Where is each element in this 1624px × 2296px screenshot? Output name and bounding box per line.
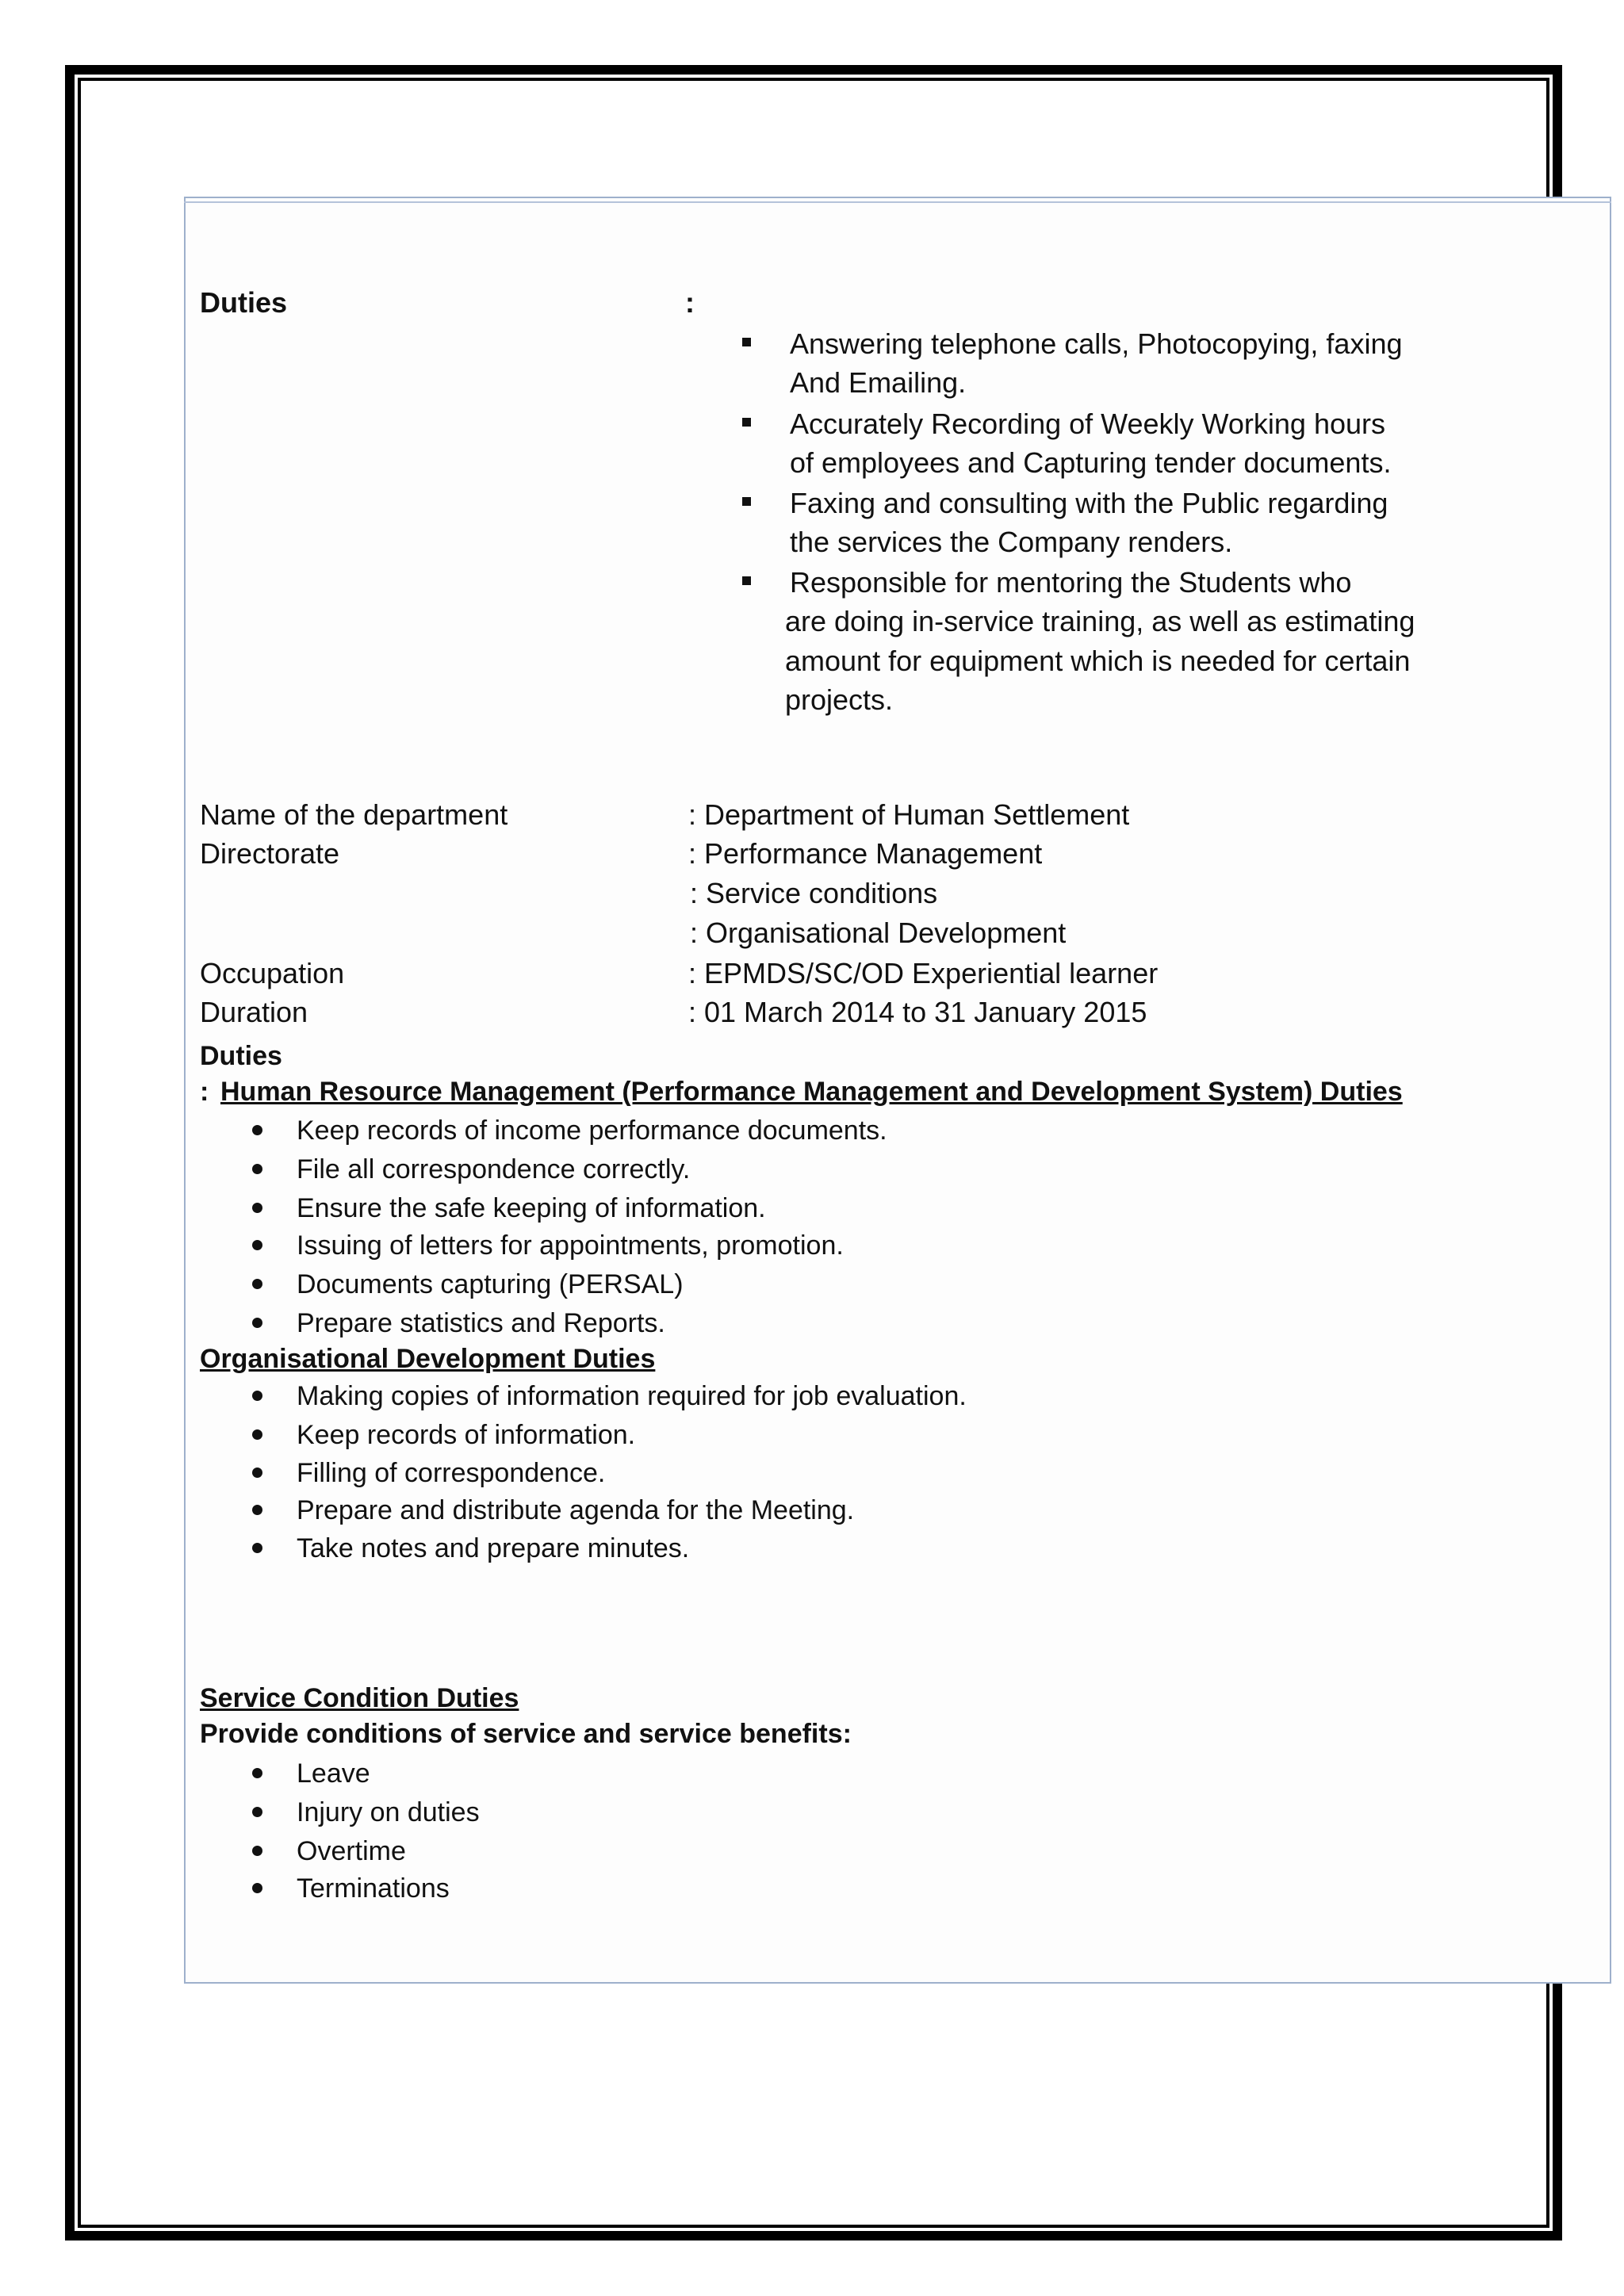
detail-value: : Service conditions — [690, 877, 938, 909]
detail-label: Name of the department — [200, 798, 508, 831]
duty-line: And Emailing. — [790, 366, 967, 399]
bullet-icon — [252, 1468, 262, 1478]
bullet-icon — [252, 1429, 262, 1440]
sc-heading: Service Condition Duties — [200, 1683, 519, 1713]
od-heading: Organisational Development Duties — [200, 1344, 656, 1374]
od-item: Take notes and prepare minutes. — [297, 1533, 690, 1563]
detail-label: Directorate — [200, 837, 340, 870]
bullet-icon — [252, 1807, 262, 1817]
hrm-item: File all correspondence correctly. — [297, 1154, 691, 1184]
od-item: Filling of correspondence. — [297, 1458, 606, 1488]
hrm-item: Ensure the safe keeping of information. — [297, 1193, 766, 1223]
sc-item: Leave — [297, 1758, 370, 1789]
sc-subheading: Provide conditions of service and service benefits: — [200, 1719, 852, 1749]
square-bullet-icon — [742, 576, 751, 585]
sc-item: Overtime — [297, 1836, 406, 1866]
bullet-icon — [252, 1846, 262, 1856]
duty-line: the services the Company renders. — [790, 526, 1233, 558]
bullet-icon — [252, 1768, 262, 1778]
od-item: Keep records of information. — [297, 1420, 636, 1450]
hrm-item: Keep records of income performance documents. — [297, 1115, 887, 1146]
duty-line: Answering telephone calls, Photocopying, faxing — [790, 327, 1403, 360]
sc-item: Injury on duties — [297, 1797, 480, 1827]
duty-line: Accurately Recording of Weekly Working hours — [790, 408, 1385, 440]
bullet-icon — [252, 1318, 262, 1328]
bullet-icon — [252, 1203, 262, 1213]
duty-line: of employees and Capturing tender documents. — [790, 446, 1392, 479]
detail-value: : Organisational Development — [690, 916, 1067, 949]
bullet-icon — [252, 1505, 262, 1515]
od-item: Making copies of information required for job evaluation. — [297, 1381, 967, 1411]
duties-label: Duties — [200, 286, 288, 319]
detail-value: : 01 March 2014 to 31 January 2015 — [688, 996, 1147, 1028]
detail-value: : Performance Management — [688, 837, 1043, 870]
hrm-colon: : — [200, 1077, 209, 1107]
hrm-item: Prepare statistics and Reports. — [297, 1308, 665, 1338]
hrm-item: Issuing of letters for appointments, promotion. — [297, 1230, 844, 1261]
duty-line: Faxing and consulting with the Public regarding — [790, 487, 1388, 519]
bullet-icon — [252, 1883, 262, 1893]
bullet-icon — [252, 1164, 262, 1174]
detail-label: Occupation — [200, 957, 345, 989]
hrm-item: Documents capturing (PERSAL) — [297, 1269, 684, 1299]
content-box-top-rule — [184, 201, 1611, 203]
hrm-duties-label: Duties — [200, 1041, 282, 1071]
square-bullet-icon — [742, 497, 751, 506]
bullet-icon — [252, 1240, 262, 1250]
bullet-icon — [252, 1391, 262, 1401]
duty-line: are doing in-service training, as well as estimating — [785, 605, 1415, 637]
detail-value: : Department of Human Settlement — [688, 798, 1130, 831]
duty-line: Responsible for mentoring the Students who — [790, 566, 1352, 599]
od-item: Prepare and distribute agenda for the Meeting. — [297, 1495, 855, 1525]
detail-value: : EPMDS/SC/OD Experiential learner — [688, 957, 1159, 989]
bullet-icon — [252, 1125, 262, 1135]
duty-line: amount for equipment which is needed for certain — [785, 645, 1411, 677]
bullet-icon — [252, 1279, 262, 1289]
detail-label: Duration — [200, 996, 308, 1028]
square-bullet-icon — [742, 418, 751, 427]
hrm-heading: Human Resource Management (Performance Management and Development System) Duties — [220, 1077, 1403, 1107]
square-bullet-icon — [742, 338, 751, 346]
duties-colon: : — [685, 286, 695, 319]
sc-item: Terminations — [297, 1873, 450, 1904]
duty-line: projects. — [785, 683, 894, 716]
bullet-icon — [252, 1543, 262, 1553]
